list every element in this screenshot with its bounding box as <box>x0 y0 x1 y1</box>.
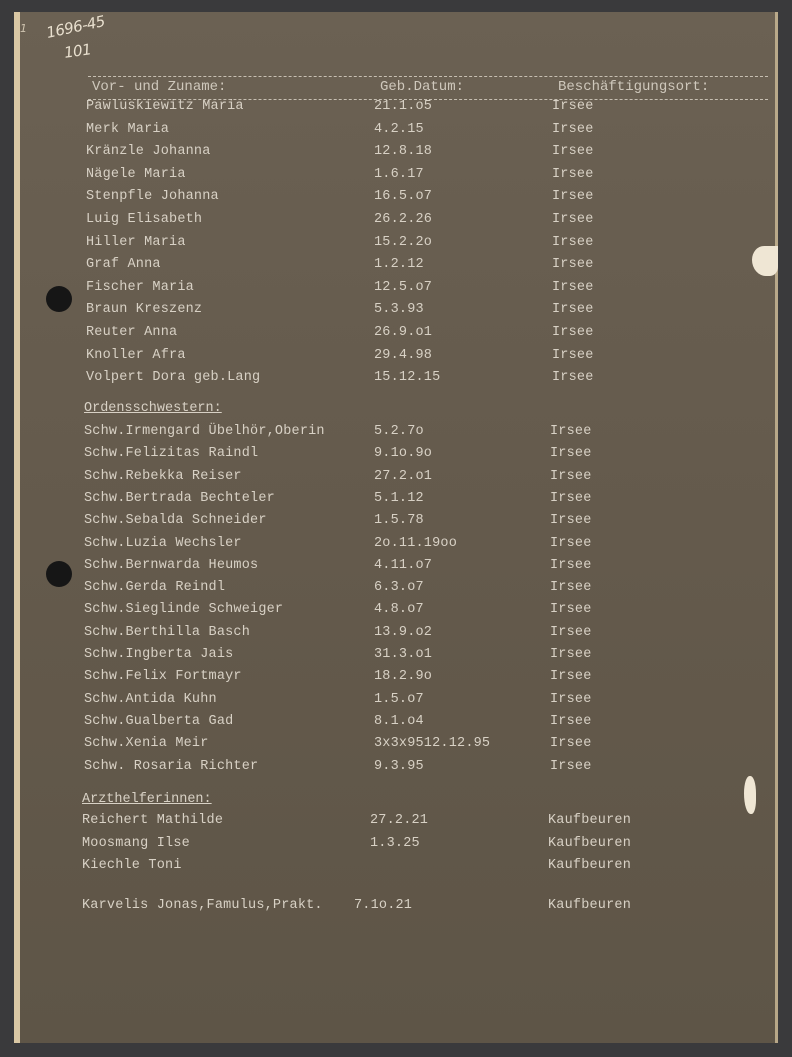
date-cell: 16.5.o7 <box>374 189 433 205</box>
name-cell: Schw.Gerda Reindl <box>84 580 226 596</box>
date-cell: 6.3.o7 <box>374 580 424 596</box>
place-cell: Irsee <box>552 234 594 250</box>
name-cell: Volpert Dora geb.Lang <box>86 370 261 386</box>
sisters-heading: Ordensschwestern: <box>84 401 222 416</box>
table-row <box>20 536 778 556</box>
place-cell: Irsee <box>552 279 594 295</box>
table-row <box>20 302 778 322</box>
place-cell: Irsee <box>550 535 592 551</box>
table-row <box>20 167 778 187</box>
name-cell: Schw.Berthilla Basch <box>84 624 251 640</box>
date-cell: 5.1.12 <box>374 490 424 506</box>
name-cell: Schw.Ingberta Jais <box>84 647 234 662</box>
name-cell: Schw. Rosaria Richter <box>84 758 259 774</box>
date-cell: 26.9.o1 <box>374 325 433 340</box>
place-cell: Irsee <box>550 580 592 596</box>
date-cell: 21.1.o5 <box>374 99 433 114</box>
place-cell: Irsee <box>550 624 592 640</box>
table-row <box>20 736 778 756</box>
name-cell: Schw.Bertrada Bechteler <box>84 490 275 506</box>
table-row <box>20 325 778 345</box>
date-cell: 12.8.18 <box>374 144 433 160</box>
place-cell: Irsee <box>552 144 594 160</box>
name-cell: Knoller Afra <box>86 347 186 363</box>
place-cell: Irsee <box>552 166 594 182</box>
name-cell: Schw.Gualberta Gad <box>84 713 234 729</box>
table-row <box>20 189 778 209</box>
place-cell: Irsee <box>550 468 592 484</box>
name-cell: Kiechle Toni <box>82 858 182 873</box>
name-cell: Luig Elisabeth <box>86 212 203 227</box>
place-cell: Kaufbeuren <box>548 813 632 828</box>
table-row <box>20 424 778 444</box>
date-cell: 1.2.12 <box>374 257 424 273</box>
date-cell: 4.11.o7 <box>374 557 433 573</box>
table-row <box>20 446 778 466</box>
name-cell: Schw.Sieglinde Schweiger <box>84 602 284 618</box>
date-cell: 2o.11.19oo <box>374 535 458 551</box>
table-row <box>20 280 778 300</box>
place-cell: Irsee <box>550 669 592 685</box>
place-cell: Irsee <box>552 347 594 363</box>
table-row <box>20 858 778 878</box>
name-cell: Reichert Mathilde <box>82 813 224 828</box>
date-cell: 4.8.o7 <box>374 602 424 618</box>
place-cell: Irsee <box>550 691 592 707</box>
name-cell: Nägele Maria <box>86 166 186 182</box>
archive-number: 1696-45 <box>44 12 107 42</box>
date-cell: 15.12.15 <box>374 370 441 386</box>
name-cell: Schw.Luzia Wechsler <box>84 535 242 551</box>
date-cell: 1.5.o7 <box>374 691 424 707</box>
place-cell: Irsee <box>550 758 592 774</box>
date-cell: 13.9.o2 <box>374 624 433 640</box>
place-cell: Irsee <box>552 121 594 137</box>
table-row <box>20 647 778 667</box>
date-cell: 18.2.9o <box>374 669 433 685</box>
place-cell: Irsee <box>552 302 594 318</box>
date-cell: 1.5.78 <box>374 513 424 529</box>
place-cell: Irsee <box>552 212 594 227</box>
name-cell: Stenpfle Johanna <box>86 189 219 205</box>
date-cell: 1.6.17 <box>374 166 424 182</box>
date-cell: 9.3.95 <box>374 758 424 774</box>
place-cell: Kaufbeuren <box>548 898 632 913</box>
pencil-corner-mark: 1 <box>20 22 27 35</box>
name-cell: Graf Anna <box>86 257 161 273</box>
place-cell: Irsee <box>550 557 592 573</box>
name-cell: Schw.Felizitas Raindl <box>84 446 259 462</box>
table-row <box>20 669 778 689</box>
name-cell: Schw.Felix Fortmayr <box>84 669 242 685</box>
table-row <box>20 836 778 856</box>
date-column-header: Geb.Datum: <box>380 79 465 95</box>
table-row <box>20 625 778 645</box>
date-cell: 27.2.21 <box>370 813 429 828</box>
name-cell: Schw.Antida Kuhn <box>84 691 217 707</box>
place-cell: Irsee <box>550 446 592 462</box>
date-cell: 29.4.98 <box>374 347 433 363</box>
name-cell: Fischer Maria <box>86 279 194 295</box>
name-column-header: Vor- und Zuname: <box>92 79 227 95</box>
place-column-header: Beschäftigungsort: <box>558 79 710 95</box>
name-cell: Pawluskiewitz Maria <box>86 99 244 114</box>
place-cell: Irsee <box>550 647 592 662</box>
document-page <box>14 12 778 1043</box>
date-cell: 5.2.7o <box>374 424 424 439</box>
name-cell: Kränzle Johanna <box>86 144 211 160</box>
table-header <box>88 76 768 100</box>
table-row <box>20 469 778 489</box>
paper-tear <box>744 776 756 814</box>
place-cell: Kaufbeuren <box>548 835 632 851</box>
table-row <box>20 580 778 600</box>
place-cell: Irsee <box>552 189 594 205</box>
table-row <box>20 257 778 277</box>
table-row <box>20 235 778 255</box>
table-row <box>20 122 778 142</box>
place-cell: Irsee <box>550 490 592 506</box>
date-cell: 31.3.o1 <box>374 647 433 662</box>
table-row <box>20 99 778 119</box>
sheet-number: 101 <box>62 40 93 62</box>
date-cell: 3x3x9512.12.95 <box>374 736 491 752</box>
table-row <box>20 759 778 779</box>
date-cell: 15.2.2o <box>374 234 433 250</box>
name-cell: Karvelis Jonas,Famulus,Prakt. <box>82 898 323 913</box>
assistants-heading: Arzthelferinnen: <box>82 792 212 807</box>
name-cell: Hiller Maria <box>86 234 186 250</box>
date-cell: 9.1o.9o <box>374 446 433 462</box>
name-cell: Merk Maria <box>86 121 170 137</box>
place-cell: Irsee <box>552 325 594 340</box>
table-row <box>20 513 778 533</box>
table-row <box>20 144 778 164</box>
name-cell: Schw.Irmengard Übelhör,Oberin <box>84 424 325 439</box>
table-row <box>20 898 778 918</box>
place-cell: Irsee <box>552 370 594 386</box>
date-cell: 27.2.o1 <box>374 468 433 484</box>
place-cell: Irsee <box>550 602 592 618</box>
name-cell: Schw.Sebalda Schneider <box>84 513 267 529</box>
date-cell: 4.2.15 <box>374 121 424 137</box>
name-cell: Braun Kreszenz <box>86 302 203 318</box>
place-cell: Irsee <box>550 736 592 752</box>
name-cell: Moosmang Ilse <box>82 835 190 851</box>
date-cell: 7.1o.21 <box>354 898 413 913</box>
name-cell: Reuter Anna <box>86 325 178 340</box>
table-row <box>20 370 778 390</box>
table-row <box>20 714 778 734</box>
table-row <box>20 813 778 833</box>
name-cell: Schw.Rebekka Reiser <box>84 468 242 484</box>
place-cell: Irsee <box>552 99 594 114</box>
place-cell: Irsee <box>550 424 592 439</box>
place-cell: Irsee <box>550 513 592 529</box>
table-row <box>20 692 778 712</box>
date-cell: 1.3.25 <box>370 835 420 851</box>
name-cell: Schw.Bernwarda Heumos <box>84 557 259 573</box>
date-cell: 8.1.o4 <box>374 713 424 729</box>
table-row <box>20 602 778 622</box>
table-row <box>20 348 778 368</box>
table-row <box>20 212 778 232</box>
table-row <box>20 558 778 578</box>
place-cell: Irsee <box>552 257 594 273</box>
place-cell: Irsee <box>550 713 592 729</box>
date-cell: 26.2.26 <box>374 212 433 227</box>
table-row <box>20 491 778 511</box>
date-cell: 12.5.o7 <box>374 279 433 295</box>
name-cell: Schw.Xenia Meir <box>84 736 209 752</box>
place-cell: Kaufbeuren <box>548 858 632 873</box>
date-cell: 5.3.93 <box>374 302 424 318</box>
